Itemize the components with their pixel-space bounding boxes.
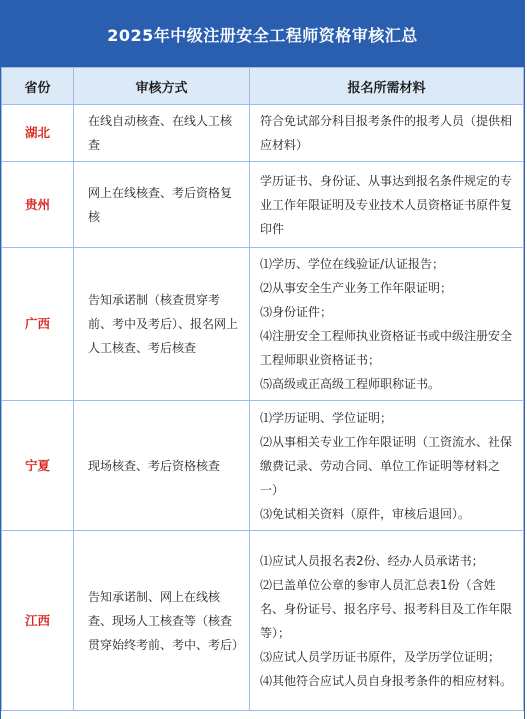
column-header-method: 审核方式 bbox=[74, 68, 250, 105]
column-header-materials: 报名所需材料 bbox=[250, 68, 524, 105]
material-item: ⑵从事相关专业工作年限证明（工资流水、社保缴费记录、劳动合同、单位工作证明等材料之一） bbox=[260, 434, 513, 497]
material-item: ⑶应试人员学历证书原件，及学历学位证明； bbox=[260, 649, 501, 664]
table-header-row bbox=[2, 68, 524, 105]
material-item: ⑵从事安全生产业务工作年限证明； bbox=[260, 281, 453, 295]
material-item: 学历证书、身份证、从事达到报名条件规定的专业工作年限证明及专业技术人员资格证书原件复印件 bbox=[260, 173, 513, 236]
material-item: ⑷其他符合应试人员自身报考条件的相应材料。 bbox=[260, 673, 513, 688]
table-row bbox=[2, 531, 524, 711]
method-cell: 告知承诺制（核查贯穿考前、考中及考后）、报名网上人工核查、考后核查 bbox=[74, 248, 250, 401]
materials-cell bbox=[250, 105, 524, 162]
province-cell: 江西 bbox=[2, 531, 74, 711]
material-item: ⑸高级或正高级工程师职称证书。 bbox=[260, 377, 441, 391]
table-row bbox=[2, 105, 524, 162]
method-cell: 在线自动核查、在线人工核查 bbox=[74, 105, 250, 162]
material-item: 符合免试部分科目报考条件的报考人员（提供相应材料） bbox=[260, 114, 513, 152]
materials-cell bbox=[250, 248, 524, 401]
method-cell: 现场核查、考后资格核查 bbox=[74, 401, 250, 531]
materials-cell bbox=[250, 162, 524, 248]
review-summary-table bbox=[1, 67, 524, 711]
material-item: ⑴学历、学位在线验证/认证报告； bbox=[260, 257, 445, 271]
material-item: ⑷注册安全工程师执业资格证书或中级注册安全工程师职业资格证书； bbox=[260, 329, 513, 367]
column-header-province: 省份 bbox=[2, 68, 74, 105]
province-cell: 广西 bbox=[2, 248, 74, 401]
table-row bbox=[2, 401, 524, 531]
material-item: ⑶免试相关资料（原件，审核后退回）。 bbox=[260, 506, 471, 521]
material-item: ⑴学历证明、学位证明； bbox=[260, 410, 393, 425]
province-cell: 宁夏 bbox=[2, 401, 74, 531]
province-cell: 贵州 bbox=[2, 162, 74, 248]
method-cell: 网上在线核查、考后资格复核 bbox=[74, 162, 250, 248]
province-cell: 湖北 bbox=[2, 105, 74, 162]
method-cell: 告知承诺制、网上在线核查、现场人工核查等（核查贯穿始终考前、考中、考后） bbox=[74, 531, 250, 711]
page-title: 2025年中级注册安全工程师资格审核汇总 bbox=[1, 1, 524, 67]
material-item: ⑶身份证件； bbox=[260, 305, 333, 319]
table-row bbox=[2, 248, 524, 401]
materials-cell bbox=[250, 531, 524, 711]
material-item: ⑴应试人员报名表2份、经办人员承诺书； bbox=[260, 553, 484, 568]
table-row bbox=[2, 162, 524, 248]
material-item: ⑵已盖单位公章的参审人员汇总表1份（含姓名、身份证号、报名序号、报考科目及工作年限等）； bbox=[260, 577, 513, 640]
materials-cell bbox=[250, 401, 524, 531]
